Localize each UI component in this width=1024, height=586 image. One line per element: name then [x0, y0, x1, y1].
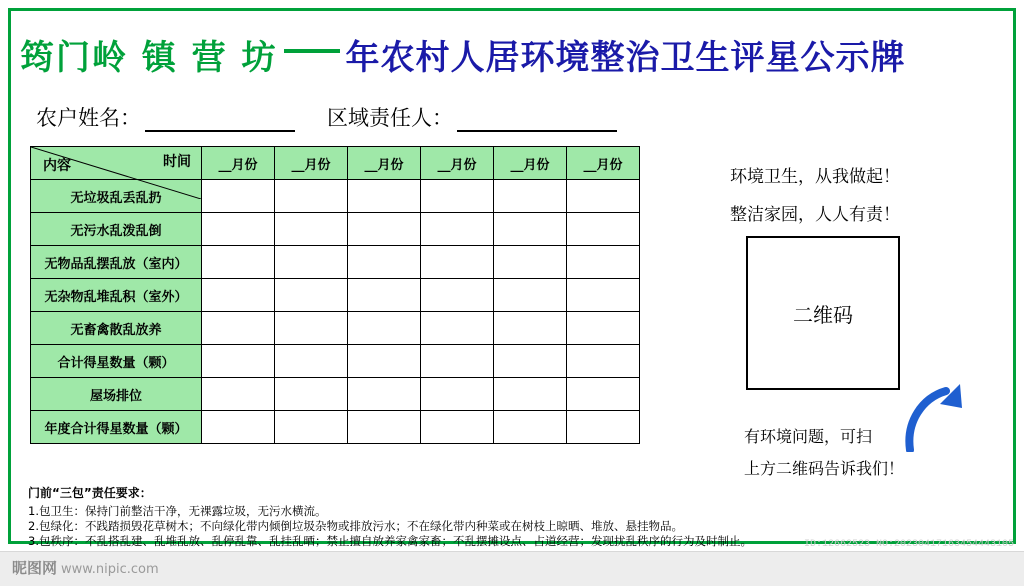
cell-r4c1[interactable] [202, 279, 275, 312]
row-label-5: 无畜禽散乱放养 [31, 312, 202, 345]
table-row [31, 246, 640, 279]
cell-r4c4[interactable] [421, 279, 494, 312]
slogan-line-2: 整洁家园，人人有责！ [730, 205, 900, 225]
cell-r5c6[interactable] [567, 312, 640, 345]
cell-r8c5[interactable] [494, 411, 567, 444]
month-header-2: __月份 [275, 147, 348, 180]
rating-table [30, 146, 640, 444]
cell-r6c1[interactable] [202, 345, 275, 378]
slogan-line-1: 环境卫生，从我做起！ [730, 167, 900, 187]
month-header-1: __月份 [202, 147, 275, 180]
cell-r7c3[interactable] [348, 378, 421, 411]
table-row [31, 279, 640, 312]
cell-r7c2[interactable] [275, 378, 348, 411]
cell-r3c2[interactable] [275, 246, 348, 279]
rules-item-1: 1.包卫生：保持门前整洁干净，无裸露垃圾，无污水横流。 [28, 504, 327, 518]
cell-r7c4[interactable] [421, 378, 494, 411]
title-blank-line [284, 49, 340, 53]
cell-r4c2[interactable] [275, 279, 348, 312]
month-header-5: __月份 [494, 147, 567, 180]
watermark-site-en: www.nipic.com [61, 562, 159, 577]
area-person-field[interactable] [457, 111, 617, 132]
qr-code-placeholder [746, 236, 900, 390]
cell-r1c2[interactable] [275, 180, 348, 213]
row-label-1: 无垃圾乱丢乱扔 [31, 180, 202, 213]
cell-r1c6[interactable] [567, 180, 640, 213]
table-row [31, 345, 640, 378]
cell-r4c6[interactable] [567, 279, 640, 312]
title-green-text: 筠门岭 镇 营 坊 [20, 37, 278, 78]
cell-r1c4[interactable] [421, 180, 494, 213]
row-label-6: 合计得星数量（颗） [31, 345, 202, 378]
household-name-label: 农户姓名： [36, 106, 141, 130]
cell-r3c1[interactable] [202, 246, 275, 279]
cell-r3c5[interactable] [494, 246, 567, 279]
row-label-8: 年度合计得星数量（颗） [31, 411, 202, 444]
cell-r6c4[interactable] [421, 345, 494, 378]
cell-r2c5[interactable] [494, 213, 567, 246]
table-row [31, 411, 640, 444]
cell-r5c4[interactable] [421, 312, 494, 345]
corner-time-label: 时间 [163, 154, 191, 170]
table-corner-cell [31, 147, 202, 180]
watermark-bar [0, 551, 1024, 586]
household-name-field[interactable] [145, 111, 295, 132]
cell-r6c6[interactable] [567, 345, 640, 378]
cell-r8c1[interactable] [202, 411, 275, 444]
cell-r8c6[interactable] [567, 411, 640, 444]
cell-r1c3[interactable] [348, 180, 421, 213]
month-header-4: __月份 [421, 147, 494, 180]
cell-r2c3[interactable] [348, 213, 421, 246]
cell-r6c2[interactable] [275, 345, 348, 378]
cell-r8c2[interactable] [275, 411, 348, 444]
qr-note-line-2: 上方二维码告诉我们！ [744, 459, 905, 478]
watermark-logo [12, 557, 159, 578]
cell-r5c5[interactable] [494, 312, 567, 345]
cell-r5c3[interactable] [348, 312, 421, 345]
cell-r1c5[interactable] [494, 180, 567, 213]
cell-r8c3[interactable] [348, 411, 421, 444]
table-row [31, 312, 640, 345]
cell-r3c6[interactable] [567, 246, 640, 279]
month-header-3: __月份 [348, 147, 421, 180]
cell-r5c2[interactable] [275, 312, 348, 345]
qr-note-line-1: 有环境问题，可扫 [744, 427, 873, 446]
cell-r6c3[interactable] [348, 345, 421, 378]
row-label-7: 屋场排位 [31, 378, 202, 411]
cell-r5c1[interactable] [202, 312, 275, 345]
row-label-2: 无污水乱泼乱倒 [31, 213, 202, 246]
curved-arrow-icon [900, 378, 972, 452]
title-blue-text: 年农村人居环境整治卫生评星公示牌 [345, 37, 906, 78]
table-header-row [31, 147, 640, 180]
cell-r3c3[interactable] [348, 246, 421, 279]
row-label-3: 无物品乱摆乱放（室内） [31, 246, 202, 279]
watermark-site-cn: 昵图网 [12, 559, 58, 577]
cell-r6c5[interactable] [494, 345, 567, 378]
row-label-4: 无杂物乱堆乱积（室外） [31, 279, 202, 312]
watermark-image-id: ID:12662523 NO:20230417163454443105 [803, 539, 1014, 550]
corner-content-label: 内容 [43, 158, 71, 174]
rules-heading: 门前“三包”责任要求： [28, 486, 152, 500]
cell-r7c1[interactable] [202, 378, 275, 411]
cell-r7c6[interactable] [567, 378, 640, 411]
cell-r1c1[interactable] [202, 180, 275, 213]
cell-r2c2[interactable] [275, 213, 348, 246]
cell-r2c6[interactable] [567, 213, 640, 246]
qr-code-label: 二维码 [793, 302, 853, 327]
cell-r3c4[interactable] [421, 246, 494, 279]
cell-r7c5[interactable] [494, 378, 567, 411]
household-info-line [36, 102, 676, 132]
month-header-6: __月份 [567, 147, 640, 180]
page-title [20, 24, 1004, 84]
cell-r2c4[interactable] [421, 213, 494, 246]
area-person-label: 区域责任人： [327, 106, 453, 130]
rules-item-3: 3.包秩序：不乱搭乱建、乱堆乱放、乱停乱靠、乱挂乱晒；禁止擅自放养家禽家畜；不乱摆摊设点、占道经营；发现扰乱秩序的行为及时制止。 [28, 534, 752, 548]
table-row [31, 213, 640, 246]
cell-r4c3[interactable] [348, 279, 421, 312]
cell-r4c5[interactable] [494, 279, 567, 312]
cell-r8c4[interactable] [421, 411, 494, 444]
table-row [31, 378, 640, 411]
cell-r2c1[interactable] [202, 213, 275, 246]
rules-item-2: 2.包绿化：不践踏损毁花草树木；不向绿化带内倾倒垃圾杂物或排放污水；不在绿化带内种菜或在树枝上晾晒、堆放、悬挂物品。 [28, 519, 683, 533]
